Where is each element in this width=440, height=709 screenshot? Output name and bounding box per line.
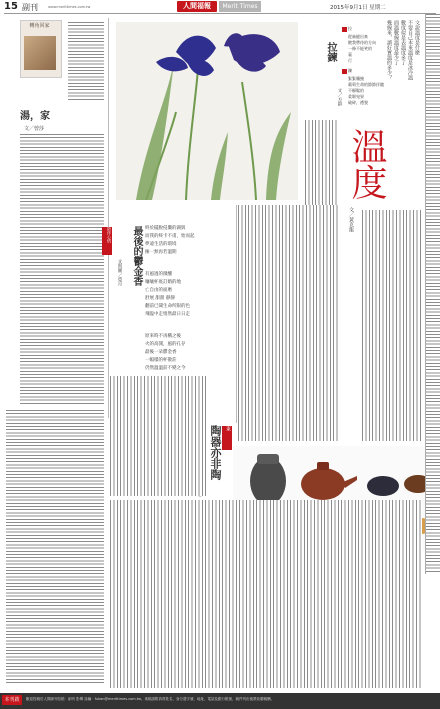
poem-line: 嚷嚷杯底訂婚的地 <box>145 280 181 285</box>
poem-line: 夢遠生活的環境 <box>145 242 177 247</box>
intro-note-line: 不要自己本來溫度是冰冷溫 <box>407 20 413 80</box>
section-name: 副刊 <box>22 3 38 12</box>
home-article-body-continued <box>6 410 104 684</box>
poem-line: 一幅樣的杯散莊 <box>145 358 177 363</box>
home-article-author: 文／曾莎 <box>24 126 45 132</box>
issue-date: 2015年9月1日 星期二 <box>330 5 386 11</box>
wendu-title: 溫度 <box>346 128 387 200</box>
stanza-label: 鍊 <box>348 68 352 73</box>
poem-lalian-author: 文／方群 <box>337 88 342 106</box>
book-title: 轉角回家 <box>29 23 50 29</box>
poem-line: 終於擺脫侵襲的湖與 <box>145 226 186 231</box>
pottery-column-label: 東 <box>222 426 232 450</box>
stanza-marker-icon <box>342 69 347 74</box>
poem-line: 而我的終卡不甫，始而起 <box>145 234 195 239</box>
poem-line: 從齒縫出來 <box>348 34 368 39</box>
page-number: 15 <box>4 1 18 12</box>
column-tag: 陪伴心情 <box>102 227 112 255</box>
last-tulip-title: 最後的鬱金香 <box>131 226 142 286</box>
iris-illustration <box>116 22 298 200</box>
footer-tag: 本刊啟 <box>2 695 22 705</box>
newspaper-logo: 人間福報 <box>177 1 217 12</box>
right-sidebar-text <box>425 14 440 574</box>
poem-line: 行 <box>348 58 352 63</box>
poem-line: 有風過的微醺 <box>145 272 172 277</box>
pottery-body-left <box>110 376 206 496</box>
merit-times-logo: Merit Times <box>219 1 261 12</box>
pottery-title: 陶器亦非陶 <box>209 425 222 480</box>
wendu-body-right <box>362 210 422 441</box>
iris-photo <box>116 22 298 200</box>
poem-line: 柔韌宛果 <box>348 94 364 99</box>
wendu-body <box>238 205 338 441</box>
poem-line: 舒展 甜甜 靜靜 <box>145 296 175 301</box>
poem-line: 破碎，禮貌 <box>348 100 368 105</box>
poem-line: 鍍我帶待的方向 <box>348 40 376 45</box>
intro-note-line: 文說溫度是什麼 <box>414 20 420 55</box>
home-article-intro-text <box>68 22 104 100</box>
poem-line: 一條不能笑的 <box>348 46 372 51</box>
wendu-body-upper <box>305 120 339 205</box>
poem-line: 翻前已聞生命所限的色 <box>145 304 190 309</box>
poem-line: 最後一朵鬱金香 <box>145 350 177 355</box>
home-article-title: 湯，家 <box>20 111 50 122</box>
intro-note-line: 幾線來，讀好實溫的多少？ <box>386 20 392 80</box>
column-divider <box>236 205 237 423</box>
stanza-label: 拉 <box>348 26 352 31</box>
column-divider <box>108 18 109 418</box>
intro-note-line: 面溫數線溫度最少了 <box>393 20 399 65</box>
poem-line: 亡自由的面磨 <box>145 288 172 293</box>
wendu-author: 文／黃克龍 <box>348 207 354 232</box>
poem-line: 原來時不再構之後 <box>145 334 181 339</box>
poem-line: 不願鬆的 <box>348 88 364 93</box>
footer-text: 歡迎投稿於人間副刊信箱：副刊 影傳 詩編：fukan@merittimes.com.tw。來稿請附真實姓名、身分證字號、地址、電話及銀行帳號，稿件刊出後將致贈稿酬。 <box>26 697 275 701</box>
poem-line: 緊緊纏繞 <box>348 76 364 81</box>
book-cover-illustration <box>24 36 56 70</box>
last-tulip-author: 文與圖／覓月 <box>117 259 122 286</box>
stanza-marker-icon <box>342 27 347 32</box>
header-rule <box>4 13 436 14</box>
pottery-body <box>110 500 422 688</box>
poem-line: 仍然溫溫前不變之今 <box>145 366 186 371</box>
poem-line: 擁一無再若溫期 <box>145 250 177 255</box>
poem-line: 裏 <box>348 52 352 57</box>
poem-line: 飛臨中走悄然最日日走 <box>145 312 190 317</box>
poem-lalian-title: 拉鍊 <box>325 42 336 62</box>
home-article-body <box>20 134 104 404</box>
intro-note-line: 數度似是表溫度多了 <box>400 20 406 65</box>
poem-line: 葡萄生命的節節伴隨 <box>348 82 384 87</box>
site-url[interactable]: www.merittimes.com.tw <box>48 5 91 9</box>
poem-line: 火的高開，風的孔存 <box>145 342 186 347</box>
